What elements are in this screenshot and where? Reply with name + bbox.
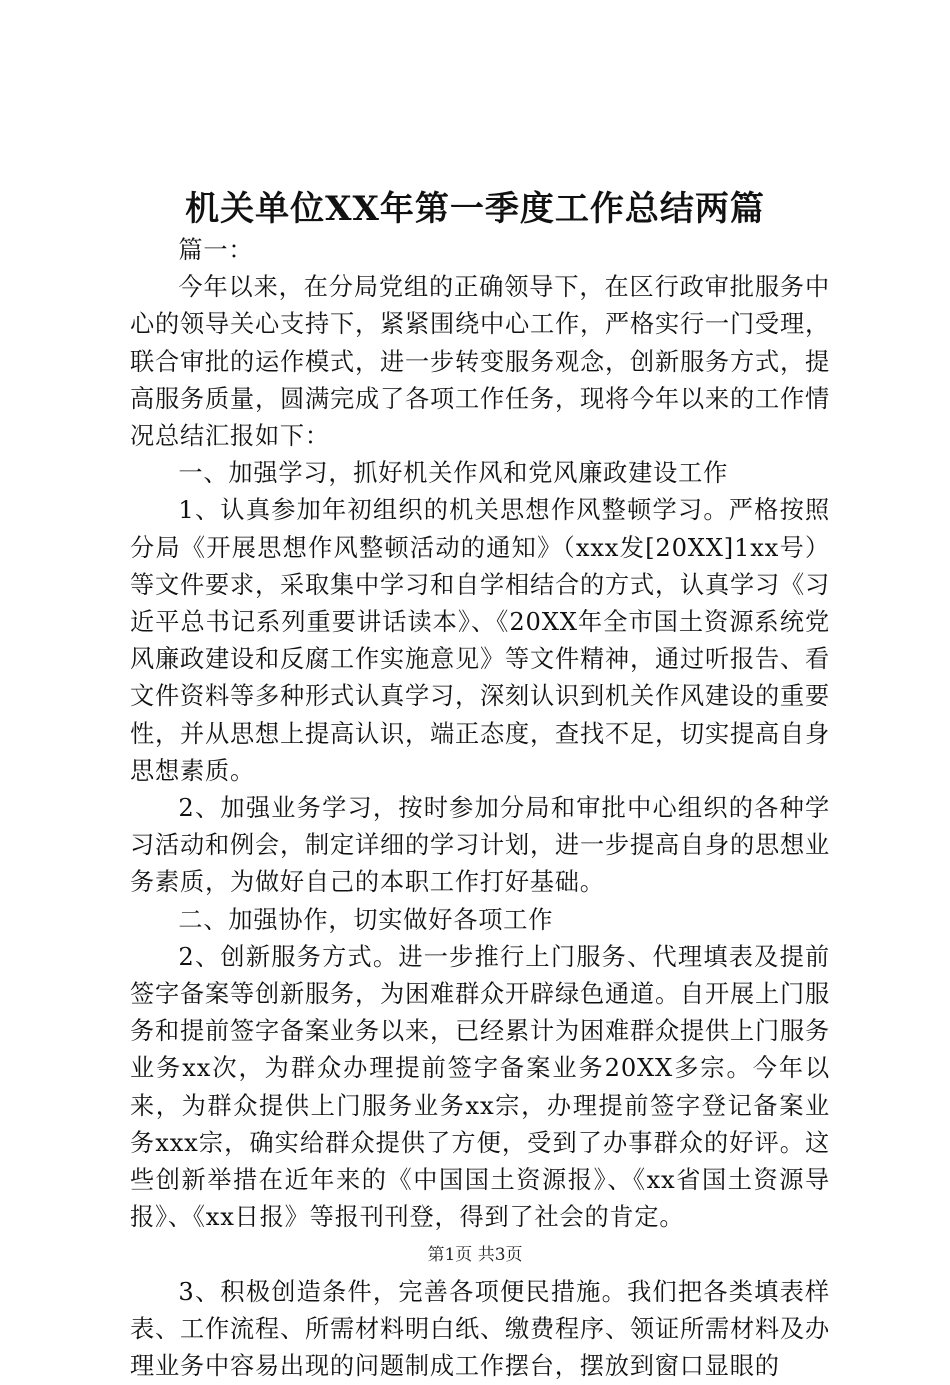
paragraph: 今年以来，在分局党组的正确领导下，在区行政审批服务中心的领导关心支持下，紧紧围绕中心工作，严格实行一门受理，联合审批的运作模式，进一步转变服务观念，创新服务方式，提高服务质量，圆满完成了各项工作任务，现将今年以来的工作情况总结汇报如下： [130,273,830,451]
section-heading: 二、加强协作，切实做好各项工作 [178,905,554,934]
paragraph: 2、创新服务方式。进一步推行上门服务、代理填表及提前签字备案等创新服务，为困难群众开辟绿色通道。自开展上门服务和提前签字备案业务以来，已经累计为困难群众提供上门服务业务xx次，为群众办理提前签字备案业务20XX多宗。今年以来，为群众提供上门服务业务xx宗，办理提前签字登记备案业务xxx宗，确实给群众提供了方便，受到了办事群众的好评。这些创新举措在近年来的《中国国土资源报》、《xx省国土资源导报》、《xx日报》等报刊刊登，得到了社会的肯定。 [130,942,830,1232]
paragraph: 3、积极创造条件，完善各项便民措施。我们把各类填表样表、工作流程、所需材料明白纸、缴费程序、领证所需材料及办理业务中容易出现的问题制成工作摆台，摆放到窗口显眼的 [130,1277,830,1381]
paragraph: 2、加强业务学习，按时参加分局和审批中心组织的各种学习活动和例会，制定详细的学习计划，进一步提高自身的思想业务素质，为做好自己的本职工作打好基础。 [130,794,830,897]
page-footer: 第1页 共3页 [427,1245,523,1265]
section-label: 篇一： [178,236,254,264]
section-heading: 一、加强学习，抓好机关作风和党风廉政建设工作 [178,459,729,488]
document-title: 机关单位XX年第一季度工作总结两篇 [185,189,765,229]
document-body [130,232,830,1385]
paragraph: 1、认真参加年初组织的机关思想作风整顿学习。严格按照分局《开展思想作风整顿活动的通知》（xxx发[20XX]1xx号）等文件要求，采取集中学习和自学相结合的方式，认真学习《习近平总书记系列重要讲话读本》、《20XX年全市国土资源系统党风廉政建设和反腐工作实施意见》等文件精神，通过听报告、看文件资料等多种形式认真学习，深刻认识到机关作风建设的重要性，并从思想上提高认识，端正态度，查找不足，切实提高自身思想素质。 [130,496,830,785]
